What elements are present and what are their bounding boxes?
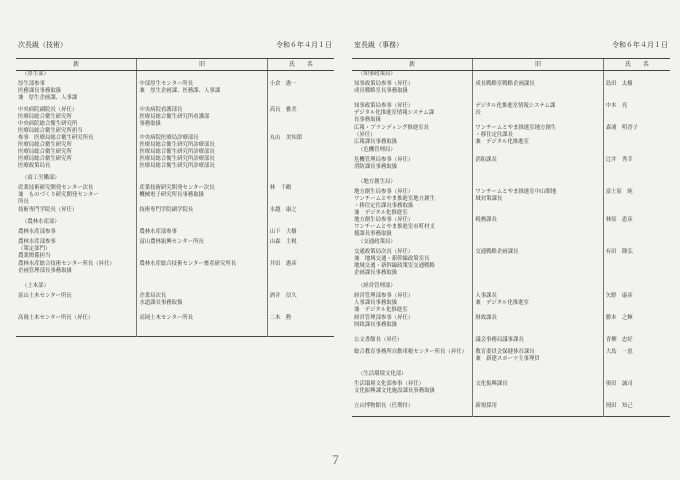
cell-old: 高岡土木センター所長 <box>137 315 267 337</box>
cell-new: 生活環境文化部参事（昇任） 文化振興課文化施設課長事務取扱 <box>354 380 435 394</box>
cell-new: 経営管理部参事（昇任） 人事課長事務取扱 兼 デジタル化推進室 <box>354 292 414 313</box>
table-row <box>352 403 670 417</box>
cell-new: 危機管理局参事（昇任） 消防課長事務取扱 <box>354 156 414 170</box>
table-row <box>16 107 334 135</box>
cell-old: 文化振興課長 <box>473 381 603 403</box>
cell-new: （交通政策局） <box>358 238 396 245</box>
cell-old <box>137 175 267 185</box>
cell-new: 広報・ブランディング推進室長 （昇任） 広報課長事務取扱 <box>354 124 429 145</box>
left-date: 令和６年４月１日 <box>276 41 332 49</box>
cell-old: 消防課長 <box>473 157 603 179</box>
table-row <box>352 125 670 147</box>
cell-old: 税務課長 <box>473 217 603 239</box>
cell-old: デジタル化推進室情報システム課 長 <box>473 103 603 125</box>
table-row <box>352 349 670 371</box>
cell-new: 技術専門学院長（昇任） <box>18 206 78 213</box>
cell-name: 大島 一恵 <box>603 349 670 371</box>
cell-new: （経営管理部） <box>358 282 396 289</box>
category-row <box>352 71 670 81</box>
cell-name: 井田 憲彦 <box>267 261 334 283</box>
category-row <box>352 239 670 249</box>
table-row <box>16 207 334 219</box>
cell-new: 経営管理部参事（昇任） 財政課長事務取扱 <box>354 314 414 328</box>
cell-old: 交通戦略企画課長 <box>473 249 603 283</box>
table-row <box>352 315 670 337</box>
table-row <box>352 381 670 403</box>
cell-name <box>267 219 334 229</box>
table-row <box>352 293 670 315</box>
cell-old: 新規採用 <box>473 403 603 417</box>
table-row <box>352 249 670 283</box>
cell-new: 中央病院副院長（昇任） 医療局総合衛生研究所 中央病院総合衛生研究所 医療局総合衛生研究所担当 <box>18 106 83 134</box>
cell-name <box>603 71 670 81</box>
cell-new: 知事政策局参事（昇任） 成長戦略室長事務取扱 <box>354 80 414 94</box>
cell-name: 山森 主税 <box>267 239 334 261</box>
cell-name: 島田 太樹 <box>603 81 670 103</box>
cell-name: 岡田 知己 <box>603 403 670 417</box>
cell-name: 富士原 純 <box>603 189 670 217</box>
cell-name: 辻井 秀幸 <box>603 157 670 179</box>
cell-new: （生活環境文化部） <box>358 370 407 377</box>
right-date: 令和６年４月１日 <box>612 41 668 49</box>
page-number: ７ <box>330 454 341 467</box>
header-name: 氏 名 <box>267 59 334 71</box>
cell-name: 勝本 之輝 <box>603 315 670 337</box>
table-row <box>16 293 334 315</box>
cell-name: 林 千鶴 <box>267 185 334 207</box>
cell-name: 水越 康之 <box>267 207 334 219</box>
category-row <box>16 175 334 185</box>
cell-old: 技術専門学院副学院長 <box>137 207 267 219</box>
cell-old <box>473 147 603 157</box>
category-row <box>16 283 334 293</box>
cell-old: 富山農林振興センター所長 <box>137 239 267 261</box>
table-row <box>16 239 334 261</box>
left-table-header <box>16 59 334 71</box>
category-row <box>352 283 670 293</box>
cell-name: 高長 雅美 <box>267 107 334 135</box>
table-row <box>352 217 670 239</box>
cell-new: （厚生部） <box>22 71 49 77</box>
cell-name: 森浦 明香子 <box>603 125 670 147</box>
cell-name: 中本 亮 <box>603 103 670 125</box>
cell-old: 人事課長 兼 デジタル化推進室 <box>473 293 603 315</box>
cell-old <box>473 179 603 189</box>
cell-name <box>603 147 670 157</box>
cell-old: 農林水産総合技術センター畜産研究所長 <box>137 261 267 283</box>
table-row <box>16 185 334 207</box>
cell-new: （土木部） <box>22 282 49 289</box>
cell-name <box>267 71 334 81</box>
left-section-title: 次長級（技術） <box>18 41 67 49</box>
cell-new: （商工労働部） <box>22 174 60 181</box>
cell-old <box>473 71 603 81</box>
cell-new: 知事政策局参事（昇任） デジタル化推進室情報システム課 長事務取扱 <box>354 102 434 123</box>
table-row <box>352 189 670 217</box>
cell-old: 議会事務局議事課長 <box>473 337 603 349</box>
cell-name: 奥田 誠司 <box>603 381 670 403</box>
cell-old: 企業局次長 水道課長事務取扱 <box>137 293 267 315</box>
left-page <box>16 0 334 480</box>
cell-old: ワンチームとやま推進室中山間地 域対策課長 <box>473 189 603 217</box>
table-row <box>352 103 670 125</box>
left-table <box>16 58 334 337</box>
cell-name: 丸山 美知郎 <box>267 135 334 175</box>
cell-name <box>267 283 334 293</box>
cell-new: 立山博物館長（任期付） <box>354 402 414 409</box>
cell-old <box>137 219 267 229</box>
cell-old: 成長戦略室戦略企画課長 <box>473 81 603 103</box>
table-row <box>16 315 334 337</box>
cell-name: 山下 大樹 <box>267 229 334 239</box>
cell-name <box>267 175 334 185</box>
cell-old: 農林水産部参事 <box>137 229 267 239</box>
cell-old <box>137 71 267 81</box>
cell-old <box>473 283 603 293</box>
cell-new: 交通政策局次長（昇任） 兼 地域交通・新幹線政策室長 地域交通・新幹線政策室交通戦略 企画課長事務取扱 <box>354 248 435 276</box>
cell-new: （知事政策局） <box>358 71 396 77</box>
header-old: 旧 <box>473 59 603 71</box>
category-row <box>352 371 670 381</box>
table-row <box>16 229 334 239</box>
cell-name: 小倉 憲一 <box>267 81 334 107</box>
cell-new: 富山土木センター所長 <box>18 292 72 299</box>
table-row <box>16 261 334 283</box>
header-name: 氏 名 <box>603 59 670 71</box>
table-row <box>16 81 334 107</box>
cell-name <box>603 179 670 189</box>
cell-name: 酒井 信久 <box>267 293 334 315</box>
cell-name <box>603 239 670 249</box>
table-row <box>352 337 670 349</box>
category-row <box>16 219 334 229</box>
category-row <box>16 71 334 81</box>
cell-old: ワンチームとやま推進室地方創生 ・移住定住課長 兼 デジタル化推進室 <box>473 125 603 147</box>
table-row <box>352 157 670 179</box>
header-new: 新 <box>352 59 473 71</box>
cell-new: 公文書館長（昇任） <box>354 336 403 343</box>
right-table-header <box>352 59 670 71</box>
table-row <box>16 135 334 175</box>
right-section-title: 室長級（事務） <box>354 41 403 49</box>
cell-new: 総合教育事務所自動車税センター所長（昇任） <box>354 348 467 355</box>
cell-new: （農林水産部） <box>22 218 60 225</box>
cell-old <box>137 283 267 293</box>
cell-new: 農林水産部参事 （策定部門） 農業関係担当 <box>18 238 56 259</box>
cell-name <box>603 283 670 293</box>
cell-name: 青柳 忠好 <box>603 337 670 349</box>
cell-new: 産業技術研究開発センター次長 兼 ものづくり研究開発センター 所長 <box>18 184 99 205</box>
cell-new: 厚生部参事 医務課長事務取扱 兼 厚生企画課、人事課 <box>18 80 78 101</box>
cell-new: 農林水産部参事 <box>18 228 56 235</box>
cell-old: 財政課長 <box>473 315 603 337</box>
cell-new: （危機管理局） <box>358 146 396 153</box>
table-row <box>352 81 670 103</box>
cell-new: 地方創生局参事（昇任） ワンチームとやま推進室市町村支 援課長事務取扱 <box>354 216 435 237</box>
cell-old: 中央病院医療局診療部長 医療局総合衛生研究所診療部長 医療局総合衛生研究所診療部長 医療局総合衛生研究所診療部長 医療局総合衛生研究所診療部長 <box>137 135 267 175</box>
header-new: 新 <box>16 59 137 71</box>
cell-old <box>473 239 603 249</box>
cell-new: （地方創生局） <box>358 178 396 185</box>
category-row <box>352 147 670 157</box>
header-old: 旧 <box>137 59 267 71</box>
cell-old: 産業技術研究開発センター次長 機械電子研究所長事務取扱 <box>137 185 267 207</box>
cell-old: 中部厚生センター所長 兼 厚生企画課、医務課、人事課 <box>137 81 267 107</box>
cell-name: 二木 勲 <box>267 315 334 337</box>
cell-old: 教育委員会保健体育課長 兼 新建スポーツ主事理員 <box>473 349 603 371</box>
category-row <box>352 179 670 189</box>
right-page <box>352 0 670 480</box>
cell-old: 中央病院看護部長 医療局総合衛生研究所看護部 事務取扱 <box>137 107 267 135</box>
cell-name <box>603 371 670 381</box>
cell-old <box>473 371 603 381</box>
cell-new: 参事 医療局総合衛生研究所長 医療局総合衛生研究所 医療局総合衛生研究所 医療局総合衛生研究所 医療政策局長 <box>18 134 94 169</box>
cell-name: 林原 恵彦 <box>603 217 670 239</box>
right-table <box>352 58 670 417</box>
cell-name: 有田 隆弘 <box>603 249 670 283</box>
cell-new: 地方創生局参事（昇任） ワンチームとやま推進室地方創生 ・移住定住課長事務取扱 兼 デジタル化推進室 <box>354 188 435 216</box>
cell-new: 高岡土木センター所長（昇任） <box>18 314 94 321</box>
cell-new: 農林水産総合技術センター所長（昇任） 企画管理部長事務取扱 <box>18 260 115 274</box>
cell-name: 矢野 康彦 <box>603 293 670 315</box>
